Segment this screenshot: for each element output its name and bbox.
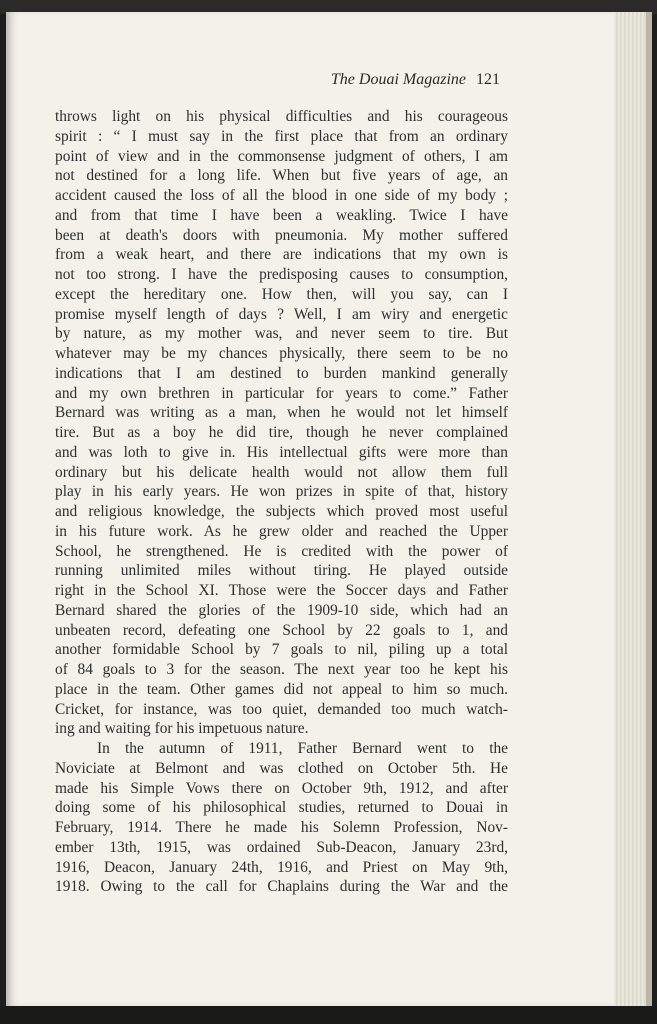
- text-line: another formidable School by 7 goals to nil, piling up a total: [55, 641, 508, 659]
- text-line: running unlimited miles without tiring. He played outside: [55, 562, 508, 580]
- text-line: indications that I am destined to burden mankind generally: [55, 364, 508, 382]
- text-line: and from that time I have been a weakling. Twice I have: [55, 206, 508, 224]
- text-line: Bernard shared the glories of the 1909-10 side, which had an: [55, 601, 508, 619]
- text-line: Noviciate at Belmont and was clothed on October 5th. He: [55, 759, 508, 777]
- text-line: throws light on his physical difficulties and his courageous: [55, 108, 508, 125]
- text-line: School, he strengthened. He is credited with the power of: [55, 542, 508, 560]
- text-line: play in his early years. He won prizes in spite of that, history: [55, 483, 508, 501]
- text-line: ing and waiting for his impetuous nature.: [55, 720, 309, 738]
- text-line: by nature, as my mother was, and never seem to tire. But: [55, 325, 508, 343]
- running-header: [300, 71, 500, 89]
- scan-bottom-border: [0, 1006, 657, 1024]
- text-line: and religious knowledge, the subjects which proved most useful: [55, 503, 508, 520]
- text-line: right in the School XI. Those were the Soccer days and Father: [55, 582, 508, 599]
- text-line: whatever may be my chances physically, there seem to be no: [55, 345, 508, 362]
- text-line: promise myself length of days ? Well, I am wiry and energetic: [55, 305, 508, 323]
- text-line: place in the team. Other games did not appeal to him so much.: [55, 680, 508, 698]
- text-line: spirit : “ I must say in the first place that from an ordinary: [55, 127, 508, 145]
- text-line: doing some of his philosophical studies, returned to Douai in: [55, 799, 508, 817]
- page-edges: [614, 12, 652, 1010]
- running-title: The Douai Magazine: [330, 71, 466, 88]
- text-line: tire. But as a boy he did tire, though he never complained: [55, 424, 508, 441]
- text-line: Cricket, for instance, was too quiet, demanded too much watch-: [55, 700, 508, 718]
- text-line: been at death's doors with pneumonia. My mother suffered: [55, 226, 508, 244]
- text-line: ordinary but his delicate health would not allow them full: [55, 463, 508, 481]
- page-number: 121: [476, 71, 500, 88]
- text-line: not destined for a long life. When but five years of age, an: [55, 167, 508, 185]
- text-line: unbeaten record, defeating one School by 22 goals to 1, and: [55, 621, 508, 639]
- text-line: accident caused the loss of all the blood in one side of my body ;: [55, 187, 508, 204]
- text-line: made his Simple Vows there on October 9th, 1912, and after: [55, 779, 508, 797]
- text-line: In the autumn of 1911, Father Bernard went to the: [97, 740, 508, 757]
- text-line: ember 13th, 1915, was ordained Sub-Deacon, January 23rd,: [55, 838, 508, 856]
- text-line: except the hereditary one. How then, will you say, can I: [55, 285, 508, 303]
- text-line: of 84 goals to 3 for the season. The next year too he kept his: [55, 661, 508, 678]
- text-line: point of view and in the commonsense judgment of others, I am: [55, 147, 508, 165]
- text-line: 1918. Owing to the call for Chaplains during the War and the: [55, 878, 508, 896]
- text-line: and my own brethren in particular for years to come.” Father: [55, 384, 508, 402]
- text-line: 1916, Deacon, January 24th, 1916, and Priest on May 9th,: [55, 858, 508, 876]
- body-text: [55, 107, 508, 897]
- text-line: in his future work. As he grew older and reached the Upper: [55, 522, 508, 540]
- text-line: Bernard was writing as a man, when he would not let himself: [55, 404, 508, 422]
- text-line: from a weak heart, and there are indications that my own is: [55, 246, 508, 264]
- text-line: not too strong. I have the predisposing causes to consumption,: [55, 266, 508, 283]
- text-line: and was loth to give in. His intellectual gifts were more than: [55, 443, 508, 461]
- text-line: February, 1914. There he made his Solemn Profession, Nov-: [55, 819, 508, 836]
